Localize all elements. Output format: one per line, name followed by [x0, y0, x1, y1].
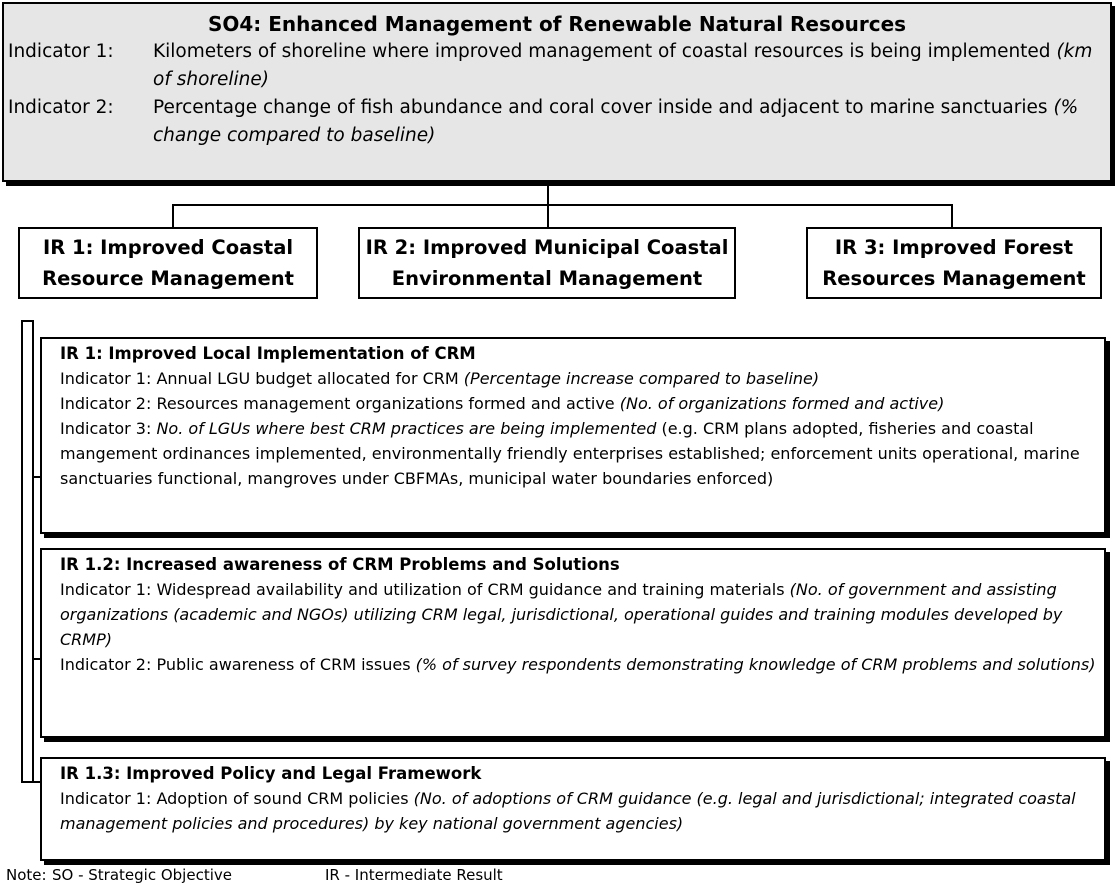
connector-line	[951, 204, 953, 227]
connector-line	[547, 204, 549, 227]
connector-line	[21, 781, 42, 783]
note-label: Note:	[6, 866, 47, 884]
sub-indicator	[60, 652, 1104, 677]
indicator-label: Indicator 2:	[60, 394, 152, 413]
indicator-label: Indicator 2:	[60, 655, 152, 674]
indicator-text: Adoption of sound CRM policies	[156, 789, 409, 808]
sub-ir-1-2-box	[40, 548, 1106, 738]
sub-ir-title: IR 1.2: Increased awareness of CRM Problems and Solutions	[60, 555, 620, 574]
sub-indicator	[60, 786, 1104, 836]
indicator-label: Indicator 1:	[60, 789, 152, 808]
so-indicator-2	[8, 94, 1110, 150]
connector-line	[172, 204, 174, 227]
indicator-measure: (No. of adoptions of CRM guidance (e.g. legal and jurisdictional; integrated coastal management policies and procedures) by key national government agencies)	[60, 789, 1076, 833]
sub-ir-title: IR 1.3: Improved Policy and Legal Framework	[60, 764, 482, 783]
ir-1-box	[18, 227, 318, 299]
connector-line	[547, 186, 549, 206]
indicator-text: Annual LGU budget allocated for CRM	[156, 369, 459, 388]
strategic-objective-box	[2, 2, 1112, 182]
indicator-text: Percentage change of fish abundance and coral cover inside and adjacent to marine sanctuaries	[153, 97, 1048, 118]
indicator-measure: (km of shoreline)	[153, 41, 1093, 90]
indicator-measure: (No. of government and assisting organizations (academic and NGOs) utilizing CRM legal, jurisdictional, operational guides and training modules developed by CRMP)	[60, 580, 1063, 649]
note-ir: IR - Intermediate Result	[325, 866, 503, 884]
sub-ir-1-3-box	[40, 757, 1106, 861]
indicator-label: Indicator 1:	[60, 369, 152, 388]
so-title: SO4: Enhanced Management of Renewable Natural Resources	[207, 12, 907, 36]
sub-indicator	[60, 577, 1104, 652]
indicator-text: Widespread availability and utilization of CRM guidance and training materials	[156, 580, 785, 599]
sub-indicator	[60, 366, 1104, 391]
indicator-measure: (No. of organizations formed and active)	[619, 394, 945, 413]
connector-line	[21, 320, 23, 782]
ir-3-box	[806, 227, 1102, 299]
sub-ir-1-box	[40, 337, 1106, 534]
indicator-measure: (% of survey respondents demonstrating knowledge of CRM problems and solutions)	[415, 655, 1096, 674]
sub-ir-title: IR 1: Improved Local Implementation of CRM	[60, 344, 476, 363]
ir-1-title: IR 1: Improved Coastal Resource Management	[42, 236, 294, 290]
connector-line	[32, 320, 34, 782]
indicator-text: Public awareness of CRM issues	[156, 655, 411, 674]
note-so: SO - Strategic Objective	[52, 866, 232, 884]
indicator-label: Indicator 1:	[60, 580, 152, 599]
indicator-measure: (Percentage increase compared to baseline)	[463, 369, 820, 388]
sub-indicator	[60, 391, 1104, 416]
indicator-measure: (% change compared to baseline)	[153, 97, 1079, 146]
indicator-label: Indicator 3:	[60, 419, 152, 438]
ir-2-title: IR 2: Improved Municipal Coastal Environmental Management	[365, 236, 729, 290]
so-indicator-1	[8, 38, 1110, 94]
indicator-label: Indicator 1:	[8, 41, 114, 62]
ir-2-box	[358, 227, 736, 299]
indicator-text: Kilometers of shoreline where improved management of coastal resources is being implemented	[153, 41, 1051, 62]
indicator-measure: No. of LGUs where best CRM practices are being implemented	[156, 419, 657, 438]
indicator-label: Indicator 2:	[8, 97, 114, 118]
ir-3-title: IR 3: Improved Forest Resources Management	[822, 236, 1086, 290]
indicator-text: Resources management organizations formed and active	[156, 394, 615, 413]
sub-indicator	[60, 416, 1104, 491]
indicator-text: (e.g. CRM plans adopted, fisheries and coastal mangement ordinances implemented, environmentally friendly enterprises established; enforcement units operational, marine sanctuaries functional, mangroves under CBFMAs, municipal water boundaries enforced)	[60, 419, 1080, 488]
connector-line	[172, 204, 953, 206]
